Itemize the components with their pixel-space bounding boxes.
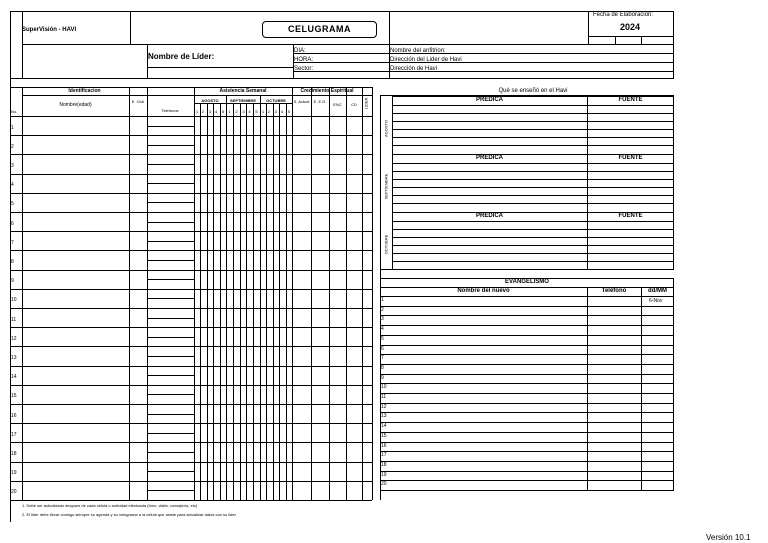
evangelismo-row-number: 13 <box>381 413 387 419</box>
rule-h <box>10 154 372 155</box>
rule-v <box>130 11 131 45</box>
rule-h <box>147 375 194 376</box>
rule-h <box>147 394 194 395</box>
rule-h <box>10 135 372 136</box>
rule-v <box>200 103 201 500</box>
rule-v <box>147 87 148 500</box>
week-label: 1 <box>261 109 265 114</box>
rule-v <box>22 11 23 78</box>
evangelismo-row-number: 5 <box>381 336 384 342</box>
week-label: 5 <box>255 109 258 114</box>
rule-h <box>392 137 674 138</box>
rule-v <box>673 11 674 78</box>
rule-v <box>226 95 227 500</box>
taught-month-2: OCTUBRE <box>383 234 389 254</box>
row-number: 15 <box>11 393 17 399</box>
rule-h <box>392 229 674 230</box>
rule-h <box>10 289 372 290</box>
rule-v <box>615 36 616 44</box>
rule-h <box>147 183 194 184</box>
section-asistencia: Asistencia Semanal <box>219 88 267 94</box>
rule-h <box>147 164 194 165</box>
rule-h <box>392 195 674 196</box>
rule-h <box>392 261 674 262</box>
month-septiembre: SEPTIEMBRE <box>229 98 256 103</box>
rule-h <box>147 337 194 338</box>
rule-h <box>147 318 194 319</box>
rule-h <box>10 212 372 213</box>
evangelismo-row-number: 20 <box>381 481 387 487</box>
org-name: SuperVisión - HAVI <box>22 27 77 33</box>
row-number: 8 <box>11 259 14 265</box>
evangelismo-row-number: 9 <box>381 375 384 381</box>
row-number: 11 <box>11 317 17 323</box>
evangelismo-col-fecha: dd/MM <box>648 288 667 294</box>
rule-v <box>194 95 195 500</box>
rule-h <box>380 315 674 316</box>
col-civil: E. Civil <box>131 99 145 104</box>
rule-h <box>380 325 674 326</box>
rule-h <box>380 296 674 297</box>
evangelismo-row-number: 3 <box>381 316 384 322</box>
rule-h <box>392 237 674 238</box>
rule-h <box>10 231 372 232</box>
row-number: 5 <box>11 201 14 207</box>
rule-h <box>10 11 674 12</box>
rule-h <box>22 95 372 96</box>
evangelismo-row-number: 10 <box>381 384 387 390</box>
fuente-header: FUENTE <box>618 155 643 161</box>
rule-h <box>147 298 194 299</box>
rule-v <box>588 11 589 44</box>
rule-h <box>10 193 372 194</box>
rule-h <box>392 253 674 254</box>
rule-h <box>147 279 194 280</box>
taught-month-0: AGOSTO <box>383 119 389 137</box>
rule-h <box>147 490 194 491</box>
rule-h <box>147 222 194 223</box>
rule-v <box>311 87 312 500</box>
week-label: 2 <box>267 109 271 114</box>
rule-h <box>147 202 194 203</box>
rule-h <box>380 393 674 394</box>
rule-h <box>147 145 194 146</box>
predica-header: PREDICA <box>475 155 503 161</box>
evangelismo-col-nombre: Nombre del nuevo <box>457 288 510 294</box>
rule-h <box>22 44 674 45</box>
row-number: 10 <box>11 297 17 303</box>
col-s-actual: S. Actual <box>293 99 310 104</box>
rule-h <box>380 422 674 423</box>
rule-h <box>392 121 674 122</box>
title-box <box>262 21 377 38</box>
evangelismo-col-telefono: Teléfono <box>601 288 627 294</box>
rule-h <box>392 113 674 114</box>
rule-v <box>362 87 363 500</box>
rule-h <box>10 174 372 175</box>
evangelismo-row-number: 1 <box>381 297 384 303</box>
rule-h <box>147 433 194 434</box>
rule-v <box>286 103 287 500</box>
rule-h <box>293 53 389 54</box>
rule-h <box>380 480 674 481</box>
row-number: 7 <box>11 240 14 246</box>
row-number: 6 <box>11 221 14 227</box>
rule-h <box>10 385 372 386</box>
section-crecimiento: Crecimiento Espiritual <box>300 88 354 94</box>
evangelismo-title: EVANGELISMO <box>505 279 549 285</box>
evangelismo-row-number: 6 <box>381 346 384 352</box>
rule-v <box>147 44 148 78</box>
week-label: 2 <box>201 109 205 114</box>
month-agosto: AGOSTO <box>201 98 219 103</box>
evangelismo-row-number: 18 <box>381 462 387 468</box>
rule-v <box>213 103 214 500</box>
rule-h <box>10 500 372 501</box>
rule-h <box>10 327 372 328</box>
rule-h <box>147 452 194 453</box>
week-label: 3 <box>274 109 278 114</box>
rule-h <box>588 36 674 37</box>
rule-v <box>266 103 267 500</box>
rule-h <box>380 306 674 307</box>
rule-h <box>380 374 674 375</box>
evangelismo-row-number: 8 <box>381 365 384 371</box>
row-number: 17 <box>11 432 17 438</box>
row-number: 4 <box>11 182 14 188</box>
rule-h <box>147 260 194 261</box>
fuente-header: FUENTE <box>618 213 643 219</box>
rule-h <box>380 412 674 413</box>
row-number: 19 <box>11 470 17 476</box>
row-number: 14 <box>11 374 17 380</box>
evangelismo-row-number: 4 <box>381 326 384 332</box>
evangelismo-row-number: 7 <box>381 355 384 361</box>
page-title: CELUGRAMA <box>288 24 351 34</box>
rule-h <box>392 203 674 204</box>
dia-label: DIA: <box>294 48 306 54</box>
week-label: 5 <box>287 109 291 114</box>
taught-title: Qué se enseñó en el Havi <box>498 88 568 94</box>
fuente-header: FUENTE <box>618 97 643 103</box>
rule-h <box>380 345 674 346</box>
rule-h <box>10 308 372 309</box>
evangelismo-row-number: 2 <box>381 307 384 313</box>
week-label: 5 <box>221 109 225 114</box>
rule-h <box>10 462 372 463</box>
sector-label: Sector: <box>294 66 314 72</box>
rule-h <box>380 403 674 404</box>
row-number: 2 <box>11 144 14 150</box>
rule-v <box>233 103 234 500</box>
rule-h <box>10 481 372 482</box>
note-2: 2. El lider debe llevar consigo siempre su agenda y su celugrama a la celula que asiste para actualizar datos con su lider <box>22 512 236 517</box>
rule-v <box>253 103 254 500</box>
evangelismo-first-date: 6-Nov <box>649 298 663 304</box>
rule-h <box>392 129 674 130</box>
predica-header: PREDICA <box>475 97 503 103</box>
note-1: 1. Debe ser actualizado despues de cada célula o actividad efectuada (fono, visita, consejería, etc) <box>22 503 198 508</box>
rule-h <box>10 78 674 79</box>
rule-v <box>673 278 674 490</box>
row-number: 9 <box>11 278 14 284</box>
rule-h <box>147 356 194 357</box>
rule-v <box>207 103 208 500</box>
host-label: Nombre del anfitrion: <box>390 48 446 54</box>
week-label: 4 <box>280 109 284 114</box>
month-octubre: OCTUBRE <box>266 98 286 103</box>
rule-h <box>392 171 674 172</box>
date-label: Fecha de Elaboración: <box>593 12 654 18</box>
rule-v <box>329 87 330 500</box>
week-label: 3 <box>242 109 245 114</box>
evangelismo-row-number: 12 <box>381 404 387 410</box>
taught-month-1: SEPTIEMBRE <box>383 173 389 199</box>
week-label: 1 <box>195 109 199 114</box>
version-label: Versión 10.1 <box>706 533 751 542</box>
rule-h <box>392 105 674 106</box>
rule-h <box>392 245 674 246</box>
rule-v <box>22 87 23 500</box>
col-no: No. <box>11 109 18 114</box>
rule-v <box>246 103 247 500</box>
rule-v <box>279 103 280 500</box>
col-lider: LIDER <box>363 97 369 110</box>
rule-h <box>10 116 372 117</box>
rule-h <box>380 471 674 472</box>
rule-h <box>10 346 372 347</box>
rule-h <box>380 269 674 270</box>
rule-h <box>147 126 194 127</box>
row-number: 18 <box>11 451 17 457</box>
rule-h <box>147 241 194 242</box>
rule-v <box>587 287 588 490</box>
rule-h <box>147 471 194 472</box>
rule-v <box>641 36 642 44</box>
rule-h <box>392 145 674 146</box>
rule-h <box>392 163 674 164</box>
rule-h <box>10 404 372 405</box>
evangelismo-row-number: 15 <box>381 433 387 439</box>
rule-h <box>380 461 674 462</box>
rule-h <box>10 442 372 443</box>
rule-h <box>380 354 674 355</box>
evangelismo-row-number: 11 <box>381 394 387 400</box>
row-number: 3 <box>11 163 14 169</box>
rule-v <box>240 103 241 500</box>
rule-h <box>380 451 674 452</box>
week-label: 4 <box>214 109 218 114</box>
week-label: 3 <box>208 109 212 114</box>
rule-v <box>273 103 274 500</box>
evangelismo-row-number: 14 <box>381 423 387 429</box>
rule-h <box>380 442 674 443</box>
row-number: 12 <box>11 336 17 342</box>
rule-v <box>129 87 130 500</box>
rule-h <box>380 432 674 433</box>
year-value: 2024 <box>620 22 641 32</box>
rule-h <box>147 414 194 415</box>
rule-h <box>380 383 674 384</box>
rule-h <box>380 364 674 365</box>
week-label: 4 <box>248 109 251 114</box>
evangelismo-row-number: 19 <box>381 472 387 478</box>
col-e-d: E. E.D. <box>313 99 327 104</box>
rule-h <box>380 490 674 491</box>
leader-address-label: Dirección del Lider de Havi <box>390 57 462 63</box>
row-number: 20 <box>11 489 17 495</box>
predica-header: PREDICA <box>475 213 503 219</box>
rule-v <box>641 287 642 490</box>
rule-h <box>194 103 292 104</box>
week-label: 1 <box>228 109 231 114</box>
col-nombre: Nombre(edad) <box>59 102 92 108</box>
rule-v <box>292 87 293 500</box>
evangelismo-row-number: 17 <box>381 452 387 458</box>
col-enc: ENC <box>333 102 342 107</box>
section-identificacion: Identificacion <box>68 88 101 94</box>
col-cd: CD <box>351 102 357 107</box>
week-label: 2 <box>235 109 238 114</box>
evangelismo-row-number: 16 <box>381 443 387 449</box>
rule-h <box>147 67 293 68</box>
rule-h <box>10 250 372 251</box>
rule-h <box>392 221 674 222</box>
hora-label: HORA: <box>294 57 314 63</box>
rule-v <box>346 87 347 500</box>
rule-h <box>10 423 372 424</box>
col-telefono: Telefonos <box>161 108 179 113</box>
leader-label: Nombre de Líder: <box>148 52 215 61</box>
row-number: 1 <box>11 125 14 131</box>
rule-h <box>10 366 372 367</box>
row-number: 16 <box>11 413 17 419</box>
rule-v <box>372 87 373 500</box>
havi-address-label: Dirección de Havi <box>390 66 438 72</box>
rule-h <box>380 335 674 336</box>
rule-h <box>392 187 674 188</box>
rule-h <box>392 179 674 180</box>
rule-v <box>220 103 221 500</box>
rule-v <box>260 95 261 500</box>
row-number: 13 <box>11 355 17 361</box>
rule-h <box>10 270 372 271</box>
